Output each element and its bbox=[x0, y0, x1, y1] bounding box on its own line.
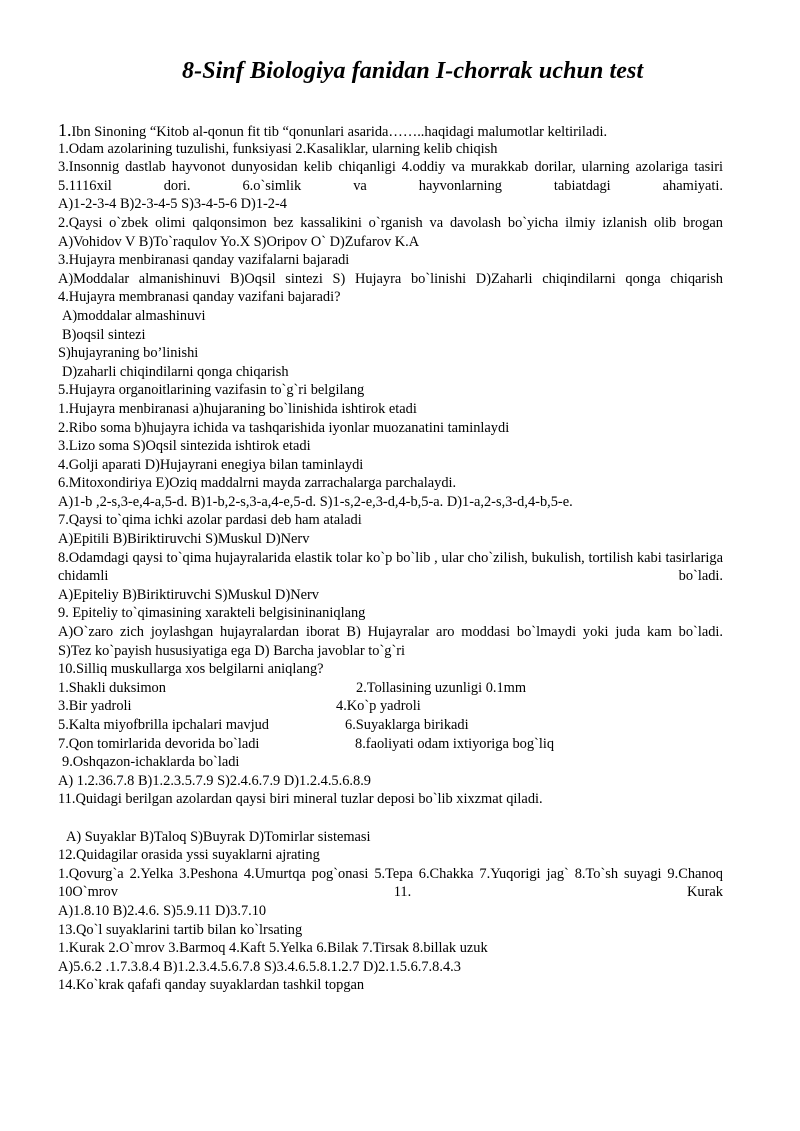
question-2: 2.Qaysi o`zbek olimi qalqonsimon bez kassalikini o`rganish va davolash bo`yicha ilmiy izlanish olib brogan bbox=[58, 214, 723, 231]
question-10-item-5: 5.Kalta miyofbrilla ipchalari mavjud bbox=[58, 717, 269, 733]
document-title: 8-Sinf Biologiya fanidan I-chorrak uchun test bbox=[182, 58, 644, 84]
question-10-row-4 bbox=[58, 735, 723, 754]
question-1-text: Ibn Sinoning “Kitob al-qonun fit tib “qonunlari asarida……..haqidagi malumotlar keltiriladi. bbox=[71, 124, 608, 140]
question-12-answers: A)1.8.10 B)2.4.6. S)5.9.11 D)3.7.10 bbox=[58, 902, 267, 919]
question-10-item-1: 1.Shakli duksimon bbox=[58, 679, 166, 696]
question-1 bbox=[58, 121, 723, 140]
question-5-item-3: 3.Lizo soma S)Oqsil sintezida ishtirok etadi bbox=[58, 438, 311, 455]
question-1-answers: A)1-2-3-4 B)2-3-4-5 S)3-4-5-6 D)1-2-4 bbox=[58, 196, 287, 213]
question-1-items-a: 1.Odam azolarining tuzulishi, funksiyasi 2.Kasaliklar, ularning kelib chiqish bbox=[58, 140, 498, 157]
question-1-number: 1. bbox=[58, 120, 72, 140]
question-12-items: 1.Qovurg`a 2.Yelka 3.Peshona 4.Umurtqa pog`onasi 5.Tepa 6.Chakka 7.Yuqorigi jag` 8.To`sh suyagi 9.Chanoq 10O`mrov 11. Kurak bbox=[58, 865, 723, 901]
question-5-item-5: 6.Mitoxondiriya E)Oziq maddalrni mayda zarrachalarga parchalaydi. bbox=[58, 475, 457, 492]
question-4-answer-b: B)oqsil sintezi bbox=[62, 326, 146, 343]
question-5-answers: A)1-b ,2-s,3-e,4-a,5-d. B)1-b,2-s,3-a,4-e,5-d. S)1-s,2-e,3-d,4-b,5-a. D)1-a,2-s,3-d,4-b,5-e. bbox=[58, 493, 573, 510]
question-10-item-3: 3.Bir yadroli bbox=[58, 698, 132, 715]
question-9: 9. Epiteliy to`qimasining xarakteli belgisininaniqlang bbox=[58, 605, 366, 622]
question-4: 4.Hujayra membranasi qanday vazifani bajaradi? bbox=[58, 289, 341, 306]
question-7: 7.Qaysi to`qima ichki azolar pardasi deb ham ataladi bbox=[58, 512, 362, 529]
question-5-item-1: 1.Hujayra menbiranasi a)hujaraning bo`linishida ishtirok etadi bbox=[58, 400, 417, 417]
question-13-answers: A)5.6.2 .1.7.3.8.4 B)1.2.3.4.5.6.7.8 S)3.4.6.5.8.1.2.7 D)2.1.5.6.7.8.4.3 bbox=[58, 958, 461, 975]
question-9-answers-a: A)O`zaro zich joylashgan hujayralardan iborat B) Hujayralar aro moddasi bo`lmaydi yoki juda kam bo`ladi. bbox=[58, 624, 723, 641]
question-13: 13.Qo`l suyaklarini tartib bilan ko`lrsating bbox=[58, 921, 303, 938]
question-3-answers: A)Moddalar almanishinuvi B)Oqsil sintezi S) Hujayra bo`linishi D)Zaharli chiqindilarni qonga chiqarish bbox=[58, 270, 723, 287]
question-13-items: 1.Kurak 2.O`mrov 3.Barmoq 4.Kaft 5.Yelka 6.Bilak 7.Tirsak 8.billak uzuk bbox=[58, 940, 488, 957]
question-10-row-2 bbox=[58, 697, 723, 716]
question-12: 12.Quidagilar orasida yssi suyaklarni ajrating bbox=[58, 847, 320, 864]
question-4-answer-a: A)moddalar almashinuvi bbox=[62, 307, 206, 324]
question-1-items-b: 3.Insonnig dastlab hayvonot dunyosidan kelib chiqanligi 4.oddiy va murakkab dorilar, ularning azolariga tasiri 5.1116xil dori. 6.o`simlik va hayvonlarning tabiatdagi ahamiyati. bbox=[58, 159, 723, 194]
question-4-answer-d: D)zaharli chiqindilarni qonga chiqarish bbox=[62, 363, 289, 380]
question-8: 8.Odamdagi qaysi to`qima hujayralarida elastik tolar ko`p bo`lib , ular cho`zilish, bukulish, tortilish kabi tasirlariga chidamli bo`ladi. bbox=[58, 549, 723, 585]
question-3: 3.Hujayra menbiranasi qanday vazifalarni bajaradi bbox=[58, 252, 350, 269]
question-10-item-9: 9.Oshqazon-ichaklarda bo`ladi bbox=[62, 754, 240, 771]
question-5-item-4: 4.Golji aparati D)Hujayrani enegiya bilan taminlaydi bbox=[58, 456, 364, 473]
question-10-item-8: 8.faoliyati odam ixtiyoriga bog`liq bbox=[355, 735, 555, 752]
question-10-row-3 bbox=[58, 716, 723, 735]
question-10-item-4: 4.Ko`p yadroli bbox=[336, 698, 421, 715]
question-7-answers: A)Epitili B)Biriktiruvchi S)Muskul D)Nerv bbox=[58, 531, 310, 548]
question-10-row-1 bbox=[58, 679, 723, 698]
question-9-answers-b: S)Tez ko`payish hususiyatiga ega D) Barcha javoblar to`g`ri bbox=[58, 642, 406, 659]
question-11: 11.Quidagi berilgan azolardan qaysi biri mineral tuzlar deposi bo`lib xixzmat qiladi. bbox=[58, 791, 543, 808]
question-10: 10.Silliq muskullarga xos belgilarni aniqlang? bbox=[58, 661, 324, 678]
question-11-answers: A) Suyaklar B)Taloq S)Buyrak D)Tomirlar sistemasi bbox=[66, 828, 371, 845]
question-10-item-2: 2.Tollasining uzunligi 0.1mm bbox=[356, 679, 527, 696]
question-10-answers: A) 1.2.36.7.8 B)1.2.3.5.7.9 S)2.4.6.7.9 D)1.2.4.5.6.8.9 bbox=[58, 772, 371, 789]
question-10-item-7: 7.Qon tomirlarida devorida bo`ladi bbox=[58, 735, 260, 752]
question-5: 5.Hujayra organoitlarining vazifasin to`g`ri belgilang bbox=[58, 382, 365, 399]
question-2-answers: A)Vohidov V B)To`raqulov Yo.X S)Oripov O` D)Zufarov K.A bbox=[58, 233, 420, 250]
question-10-item-6: 6.Suyaklarga birikadi bbox=[345, 717, 469, 733]
test-body bbox=[58, 121, 723, 995]
question-5-item-2: 2.Ribo soma b)hujayra ichida va tashqarishida iyonlar muozanatini taminlaydi bbox=[58, 419, 510, 436]
blank-line bbox=[58, 809, 723, 828]
question-4-answer-s: S)hujayraning bo’linishi bbox=[58, 345, 199, 362]
question-8-answers: A)Epiteliy B)Biriktiruvchi S)Muskul D)Nerv bbox=[58, 586, 319, 603]
question-14: 14.Ko`krak qafafi qanday suyaklardan tashkil topgan bbox=[58, 977, 365, 994]
